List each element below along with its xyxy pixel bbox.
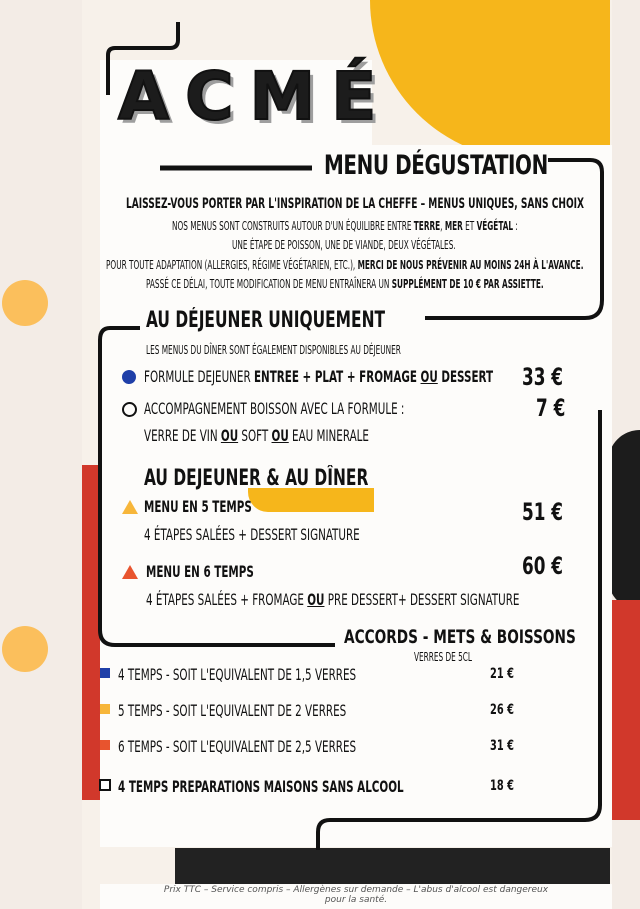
red-triangle-icon bbox=[122, 565, 138, 579]
boisson-options: VERRE DE VIN OU SOFT OU EAU MINERALE bbox=[144, 426, 369, 445]
blue-circle-icon bbox=[122, 370, 136, 384]
menu5-price: 51 € bbox=[522, 498, 564, 526]
pairing-label: 4 TEMPS PREPARATIONS MAISONS SANS ALCOOL bbox=[118, 777, 404, 796]
outline-square-icon bbox=[99, 779, 111, 791]
both-heading: AU DEJEUNER & AU DÎNER bbox=[144, 466, 369, 491]
pairing-price: 21 € bbox=[490, 666, 514, 682]
menu6-price: 60 € bbox=[522, 552, 564, 580]
pairing-label: 5 TEMPS - SOIT L'EQUIVALENT DE 2 VERRES bbox=[118, 701, 347, 720]
intro-tagline: LAISSEZ-VOUS PORTER PAR L'INSPIRATION DE LA CHEFFE – MENUS UNIQUES, SANS CHOIX bbox=[126, 196, 585, 212]
circle-outline-icon bbox=[122, 402, 137, 417]
yellow-triangle-icon bbox=[122, 500, 138, 514]
footer-legal: Prix TTC – Service compris – Allergènes sur demande – L'abus d'alcool est dangereux pour la santé. bbox=[163, 885, 549, 905]
menu5-desc: 4 ÉTAPES SALÉES + DESSERT SIGNATURE bbox=[144, 525, 360, 544]
menu6-desc: 4 ÉTAPES SALÉES + FROMAGE OU PRE DESSERT+ DESSERT SIGNATURE bbox=[146, 590, 520, 609]
logo: ACMÉ bbox=[118, 58, 393, 135]
orange-square-icon bbox=[100, 740, 110, 750]
intro-line: POUR TOUTE ADAPTATION (ALLERGIES, RÉGIME VÉGÉTARIEN, ETC.), MERCI DE NOUS PRÉVENIR AU MOINS 24H À L'AVANCE. bbox=[106, 258, 584, 272]
lunch-note: LES MENUS DU DÎNER SONT ÉGALEMENT DISPONIBLES AU DÉJEUNER bbox=[146, 343, 401, 357]
yellow-square-icon bbox=[100, 704, 110, 714]
pairings-sub: VERRES DE 5CL bbox=[414, 650, 473, 664]
menu5-title: MENU EN 5 TEMPS bbox=[144, 497, 252, 516]
pairing-price: 18 € bbox=[490, 778, 514, 794]
pairing-label: 6 TEMPS - SOIT L'EQUIVALENT DE 2,5 VERRES bbox=[118, 737, 357, 756]
lunch-heading: AU DÉJEUNER UNIQUEMENT bbox=[146, 308, 386, 333]
intro-line: NOS MENUS SONT CONSTRUITS AUTOUR D'UN ÉQUILIBRE ENTRE TERRE, MER ET VÉGÉTAL : bbox=[172, 219, 518, 233]
pairing-label: 4 TEMPS - SOIT L'EQUIVALENT DE 1,5 VERRES bbox=[118, 665, 357, 684]
page-title: MENU DÉGUSTATION bbox=[324, 150, 548, 181]
intro-line: UNE ÉTAPE DE POISSON, UNE DE VIANDE, DEUX VÉGÉTALES. bbox=[232, 238, 456, 252]
boisson-price: 7 € bbox=[536, 394, 566, 422]
formule-price: 33 € bbox=[522, 363, 564, 391]
menu6-title: MENU EN 6 TEMPS bbox=[146, 562, 254, 581]
blue-square-icon bbox=[100, 668, 110, 678]
formule-label: FORMULE DEJEUNER ENTREE + PLAT + FROMAGE OU DESSERT bbox=[144, 367, 494, 386]
boisson-label: ACCOMPAGNEMENT BOISSON AVEC LA FORMULE : bbox=[144, 399, 405, 418]
pairing-price: 31 € bbox=[490, 738, 514, 754]
pairings-heading: ACCORDS - METS & BOISSONS bbox=[344, 626, 576, 648]
pairing-price: 26 € bbox=[490, 702, 514, 718]
intro-line: PASSÉ CE DÉLAI, TOUTE MODIFICATION DE MENU ENTRAÎNERA UN SUPPLÉMENT DE 10 € PAR ASSIETTE. bbox=[146, 277, 544, 291]
